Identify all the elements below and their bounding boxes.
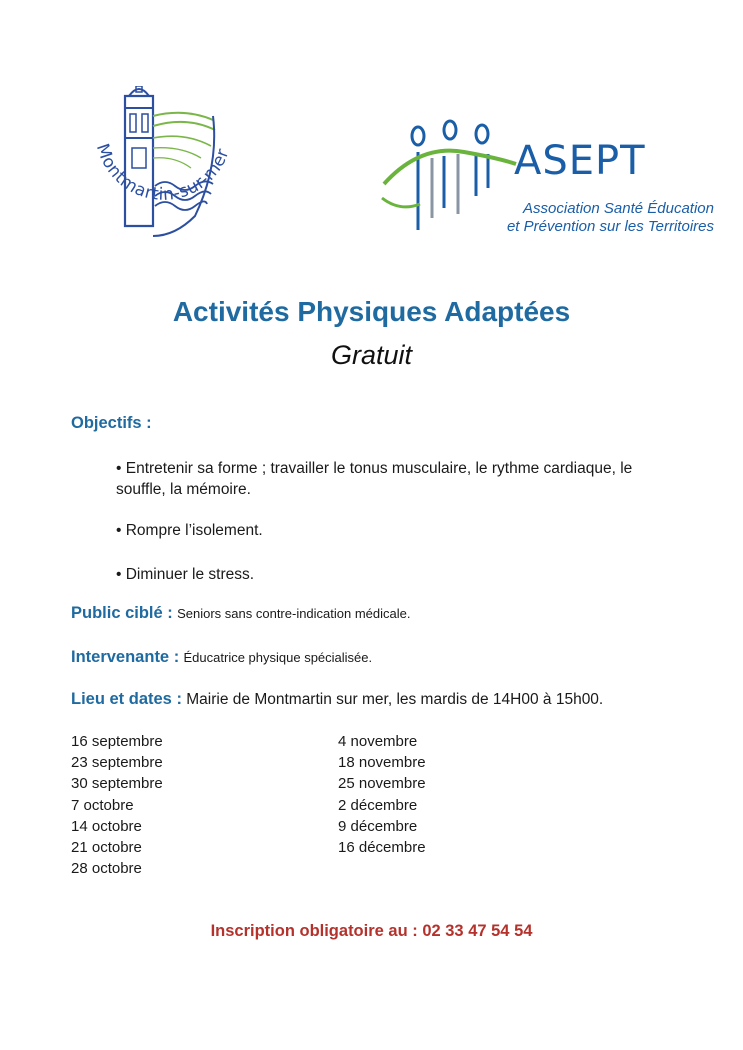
montmartin-emblem-icon bbox=[85, 86, 245, 256]
asept-subtitle bbox=[496, 200, 714, 236]
asept-subtitle-line2: et Prévention sur les Territoires bbox=[506, 218, 714, 235]
date-item: 7 octobre bbox=[71, 796, 134, 814]
public-label: Public ciblé : bbox=[71, 604, 173, 622]
date-item: 25 novembre bbox=[338, 775, 426, 793]
montmartin-logo-text: Montmartin-sur-mer bbox=[91, 141, 234, 206]
lieu-value: Mairie de Montmartin sur mer, les mardis de 14H00 à 15h00. bbox=[186, 691, 604, 708]
date-item: 16 septembre bbox=[71, 733, 163, 750]
inscription-phone: Inscription obligatoire au : 02 33 47 54 54 bbox=[210, 922, 533, 940]
public-value: Seniors sans contre-indication médicale. bbox=[177, 606, 411, 621]
objectif-item: • Diminuer le stress. bbox=[116, 566, 255, 583]
asept-name: ASEPT bbox=[514, 138, 646, 184]
date-item: 28 octobre bbox=[71, 860, 142, 878]
objectifs-label: Objectifs : bbox=[71, 414, 152, 432]
lieu-row bbox=[71, 690, 603, 709]
page-title: Activités Physiques Adaptées bbox=[172, 296, 571, 327]
date-item: 16 décembre bbox=[338, 839, 426, 857]
date-item: 14 octobre bbox=[71, 817, 142, 835]
public-row bbox=[71, 604, 411, 623]
intervenante-label: Intervenante : bbox=[71, 648, 180, 666]
dates-column-2 bbox=[338, 731, 426, 858]
date-item: 21 octobre bbox=[71, 839, 142, 857]
dates-column-1 bbox=[71, 731, 163, 879]
montmartin-logo bbox=[85, 86, 245, 256]
svg-text:Montmartin-sur-mer bbox=[92, 141, 234, 205]
date-item: 2 décembre bbox=[338, 796, 418, 814]
page-subtitle: Gratuit bbox=[330, 340, 413, 370]
objectif-item: • Rompre l’isolement. bbox=[116, 522, 263, 539]
intervenante-value: Éducatrice physique spécialisée. bbox=[183, 650, 373, 665]
lieu-label: Lieu et dates : bbox=[71, 690, 182, 708]
date-item: 4 novembre bbox=[338, 733, 418, 750]
date-item: 23 septembre bbox=[71, 754, 163, 772]
date-item: 9 décembre bbox=[338, 817, 418, 835]
intervenante-row bbox=[71, 648, 372, 667]
asept-logo bbox=[380, 118, 720, 248]
date-item: 30 septembre bbox=[71, 775, 163, 793]
asept-subtitle-line1: Association Santé Éducation bbox=[523, 200, 714, 217]
objectif-item: • Entretenir sa forme ; travailler le tonus musculaire, le rythme cardiaque, le souffle, la mémoire. bbox=[116, 460, 633, 498]
date-item: 18 novembre bbox=[338, 754, 426, 772]
